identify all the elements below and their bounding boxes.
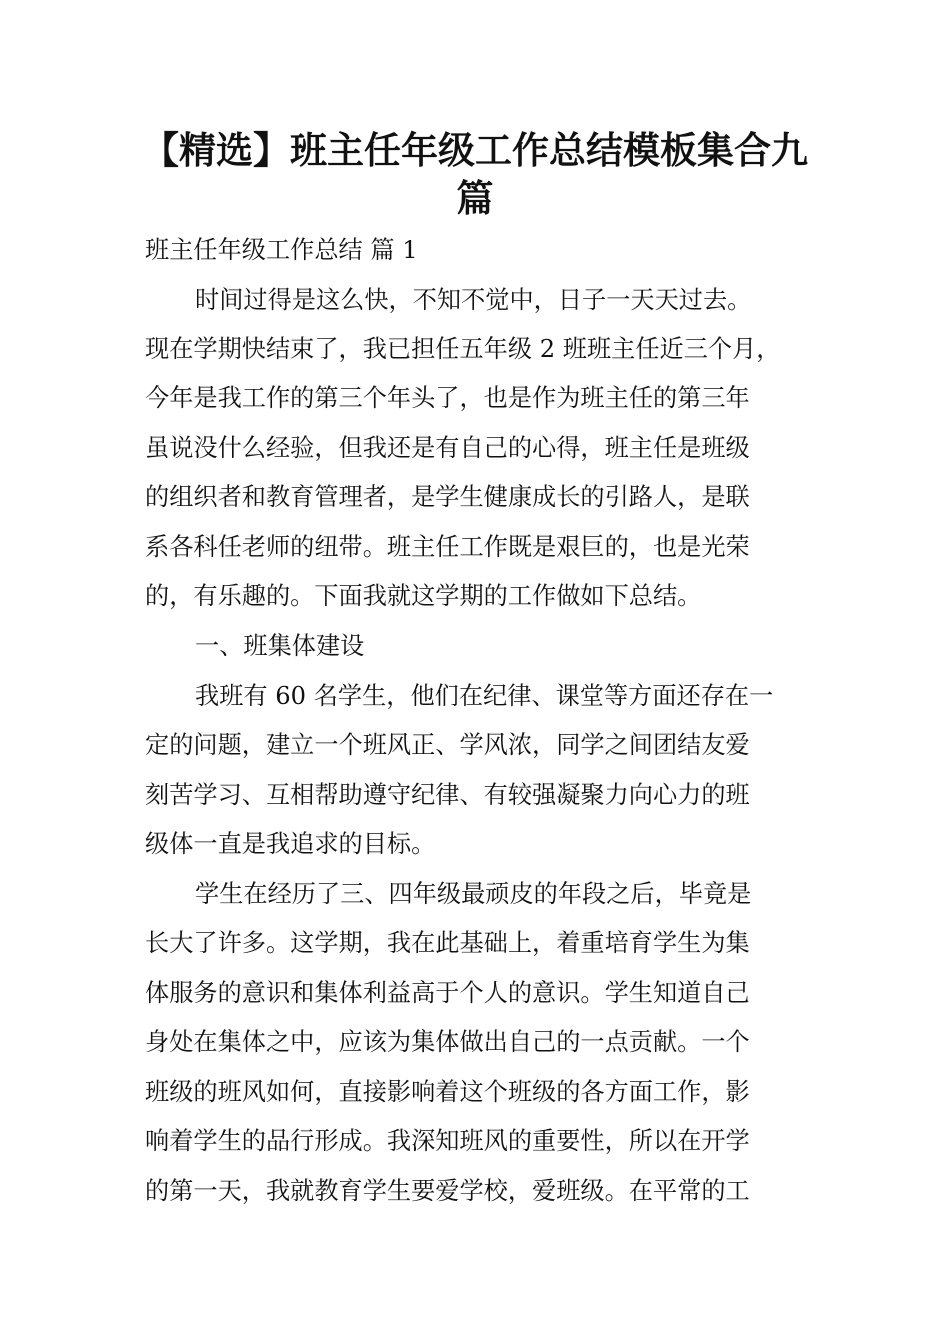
paragraph-line: 定的问题，建立一个班风正、学风浓，同学之间团结友爱 bbox=[145, 731, 750, 759]
paragraph-line: 班级的班风如何，直接影响着这个班级的各方面工作，影 bbox=[145, 1078, 750, 1106]
paragraph-line: 我班有 60 名学生，他们在纪律、课堂等方面还存在一 bbox=[195, 682, 774, 710]
paragraph-line: 时间过得是这么快，不知不觉中，日子一天天过去。 bbox=[195, 286, 752, 314]
paragraph-line: 长大了许多。这学期，我在此基础上，着重培育学生为集 bbox=[145, 929, 750, 957]
paragraph-line: 体服务的意识和集体利益高于个人的意识。学生知道自己 bbox=[145, 979, 750, 1007]
document-title-line-1: 【精选】班主任年级工作总结模板集合九 bbox=[142, 129, 808, 172]
paragraph-line: 学生在经历了三、四年级最顽皮的年段之后，毕竟是 bbox=[195, 880, 752, 908]
paragraph-line: 刻苦学习、互相帮助遵守纪律、有较强凝聚力向心力的班 bbox=[145, 781, 750, 809]
paragraph-line: 虽说没什么经验，但我还是有自己的心得，班主任是班级 bbox=[145, 434, 750, 462]
document-title-line-2: 篇 bbox=[456, 177, 494, 220]
paragraph-line: 响着学生的品行形成。我深知班风的重要性，所以在开学 bbox=[145, 1127, 750, 1155]
paragraph-line: 的组织者和教育管理者，是学生健康成长的引路人，是联 bbox=[145, 483, 750, 511]
paragraph-line: 的第一天，我就教育学生要爱学校，爱班级。在平常的工 bbox=[145, 1177, 750, 1205]
paragraph-line: 现在学期快结束了，我已担任五年级 2 班班主任近三个月， bbox=[145, 335, 781, 363]
section-heading: 班主任年级工作总结 篇 1 bbox=[145, 236, 418, 264]
paragraph-line: 系各科任老师的纽带。班主任工作既是艰巨的，也是光荣 bbox=[145, 533, 750, 561]
paragraph-line: 身处在集体之中，应该为集体做出自己的一点贡献。一个 bbox=[145, 1028, 750, 1056]
subheading-line: 一、班集体建设 bbox=[195, 632, 365, 660]
paragraph-line: 的，有乐趣的。下面我就这学期的工作做如下总结。 bbox=[145, 582, 702, 610]
paragraph-line: 级体一直是我追求的目标。 bbox=[145, 830, 436, 858]
paragraph-line: 今年是我工作的第三个年头了，也是作为班主任的第三年 bbox=[145, 384, 750, 412]
